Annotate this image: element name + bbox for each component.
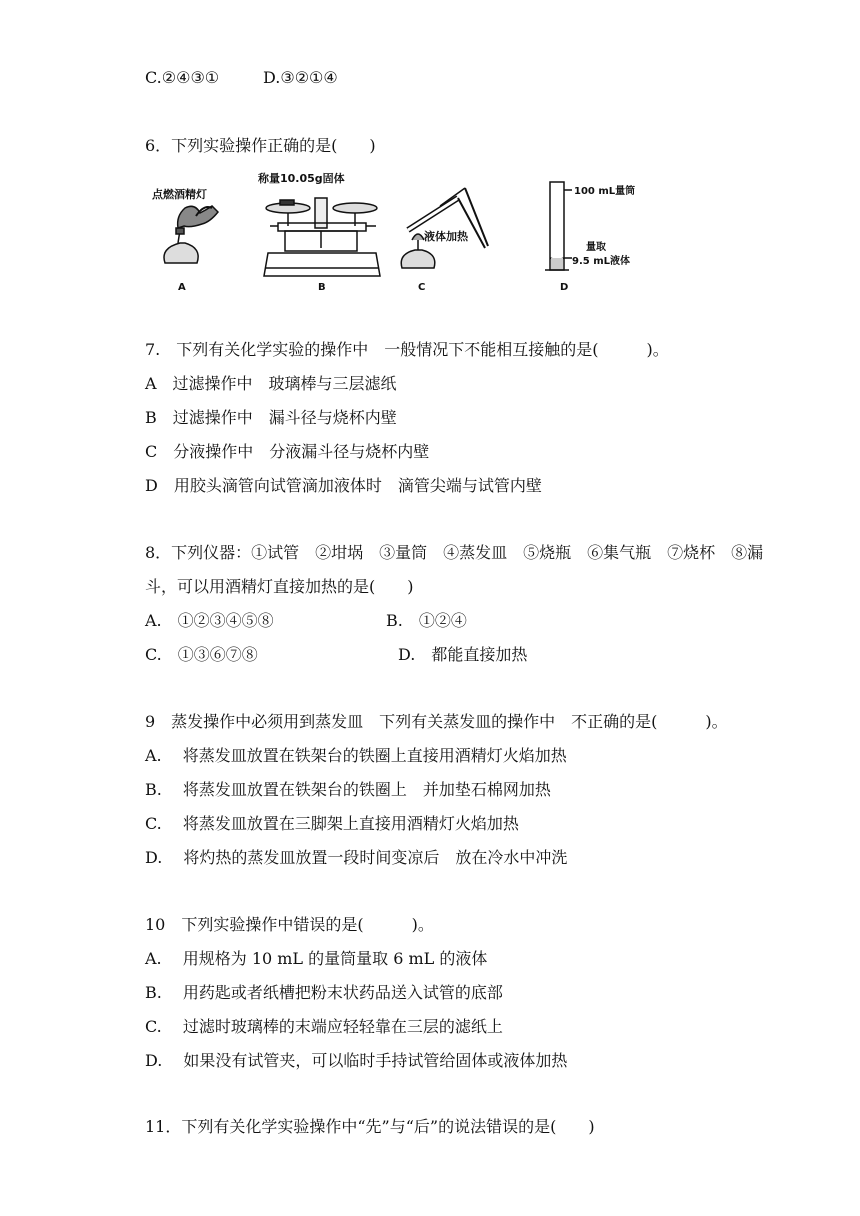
q10-stem: 10 下列实验操作中错误的是( )。 <box>145 915 434 934</box>
figure-a <box>152 187 218 293</box>
lab-apparatus-figure <box>140 168 660 294</box>
q7-stem: 7. 下列有关化学实验的操作中 一般情况下不能相互接触的是( )。 <box>145 340 669 359</box>
q6-stem: 6．下列实验操作正确的是( ) <box>145 136 376 155</box>
q7-option-b: B 过滤操作中 漏斗径与烧杯内壁 <box>145 408 397 427</box>
q7-option-c: C 分液操作中 分液漏斗径与烧杯内壁 <box>145 442 430 461</box>
q10-option-a: A. 用规格为 10 mL 的量筒量取 6 mL 的液体 <box>145 949 488 968</box>
q8-stem-line1: 8．下列仪器：①试管 ②坩埚 ③量筒 ④蒸发皿 ⑤烧瓶 ⑥集气瓶 ⑦烧杯 ⑧漏 <box>145 543 764 562</box>
figure-d <box>545 182 635 293</box>
q8-option-a: A. ①②③④⑤⑧ <box>145 611 274 630</box>
figure-c <box>401 188 488 293</box>
q9-option-a: A. 将蒸发皿放置在铁架台的铁圈上直接用酒精灯火焰加热 <box>145 746 567 765</box>
figure-a-letter: A <box>178 282 186 293</box>
figure-b-letter: B <box>318 282 326 293</box>
q7-option-d: D 用胶头滴管向试管滴加液体时 滴管尖端与试管内壁 <box>145 476 542 495</box>
q5-option-d: D.③②①④ <box>263 68 338 87</box>
q8-stem-line2: 斗，可以用酒精灯直接加热的是( ) <box>145 577 414 596</box>
figure-b-label: 称量10.05g固体 <box>258 172 345 185</box>
q6-figure <box>140 168 660 294</box>
q8-option-c: C. ①③⑥⑦⑧ <box>145 645 258 664</box>
q10-option-d: D. 如果没有试管夹，可以临时手持试管给固体或液体加热 <box>145 1051 568 1070</box>
figure-d-letter: D <box>560 282 569 293</box>
figure-a-label: 点燃酒精灯 <box>152 188 207 201</box>
q10-option-b: B. 用药匙或者纸槽把粉末状药品送入试管的底部 <box>145 983 503 1002</box>
q7-option-a: A 过滤操作中 玻璃棒与三层滤纸 <box>145 374 397 393</box>
q8-option-d: D. 都能直接加热 <box>398 645 528 664</box>
q5-option-c: C.②④③① <box>145 68 220 87</box>
q10-option-c: C. 过滤时玻璃棒的末端应轻轻靠在三层的滤纸上 <box>145 1017 503 1036</box>
figure-c-label: 液体加热 <box>424 230 468 243</box>
q9-option-b: B. 将蒸发皿放置在铁架台的铁圈上 并加垫石棉网加热 <box>145 780 551 799</box>
figure-d-label-2: 量取 <box>586 242 606 253</box>
q11-stem: 11．下列有关化学实验操作中“先”与“后”的说法错误的是( ) <box>145 1117 595 1136</box>
q9-option-c: C. 将蒸发皿放置在三脚架上直接用酒精灯火焰加热 <box>145 814 519 833</box>
figure-d-label-3: 9.5 mL液体 <box>572 256 630 267</box>
figure-b <box>257 171 380 293</box>
q9-option-d: D. 将灼热的蒸发皿放置一段时间变凉后 放在冷水中冲洗 <box>145 848 568 867</box>
q8-option-b: B. ①②④ <box>386 611 467 630</box>
figure-c-letter: C <box>418 282 426 293</box>
q9-stem: 9 蒸发操作中必须用到蒸发皿 下列有关蒸发皿的操作中 不正确的是( )。 <box>145 712 728 731</box>
figure-d-label-1: 100 mL量筒 <box>574 186 636 197</box>
